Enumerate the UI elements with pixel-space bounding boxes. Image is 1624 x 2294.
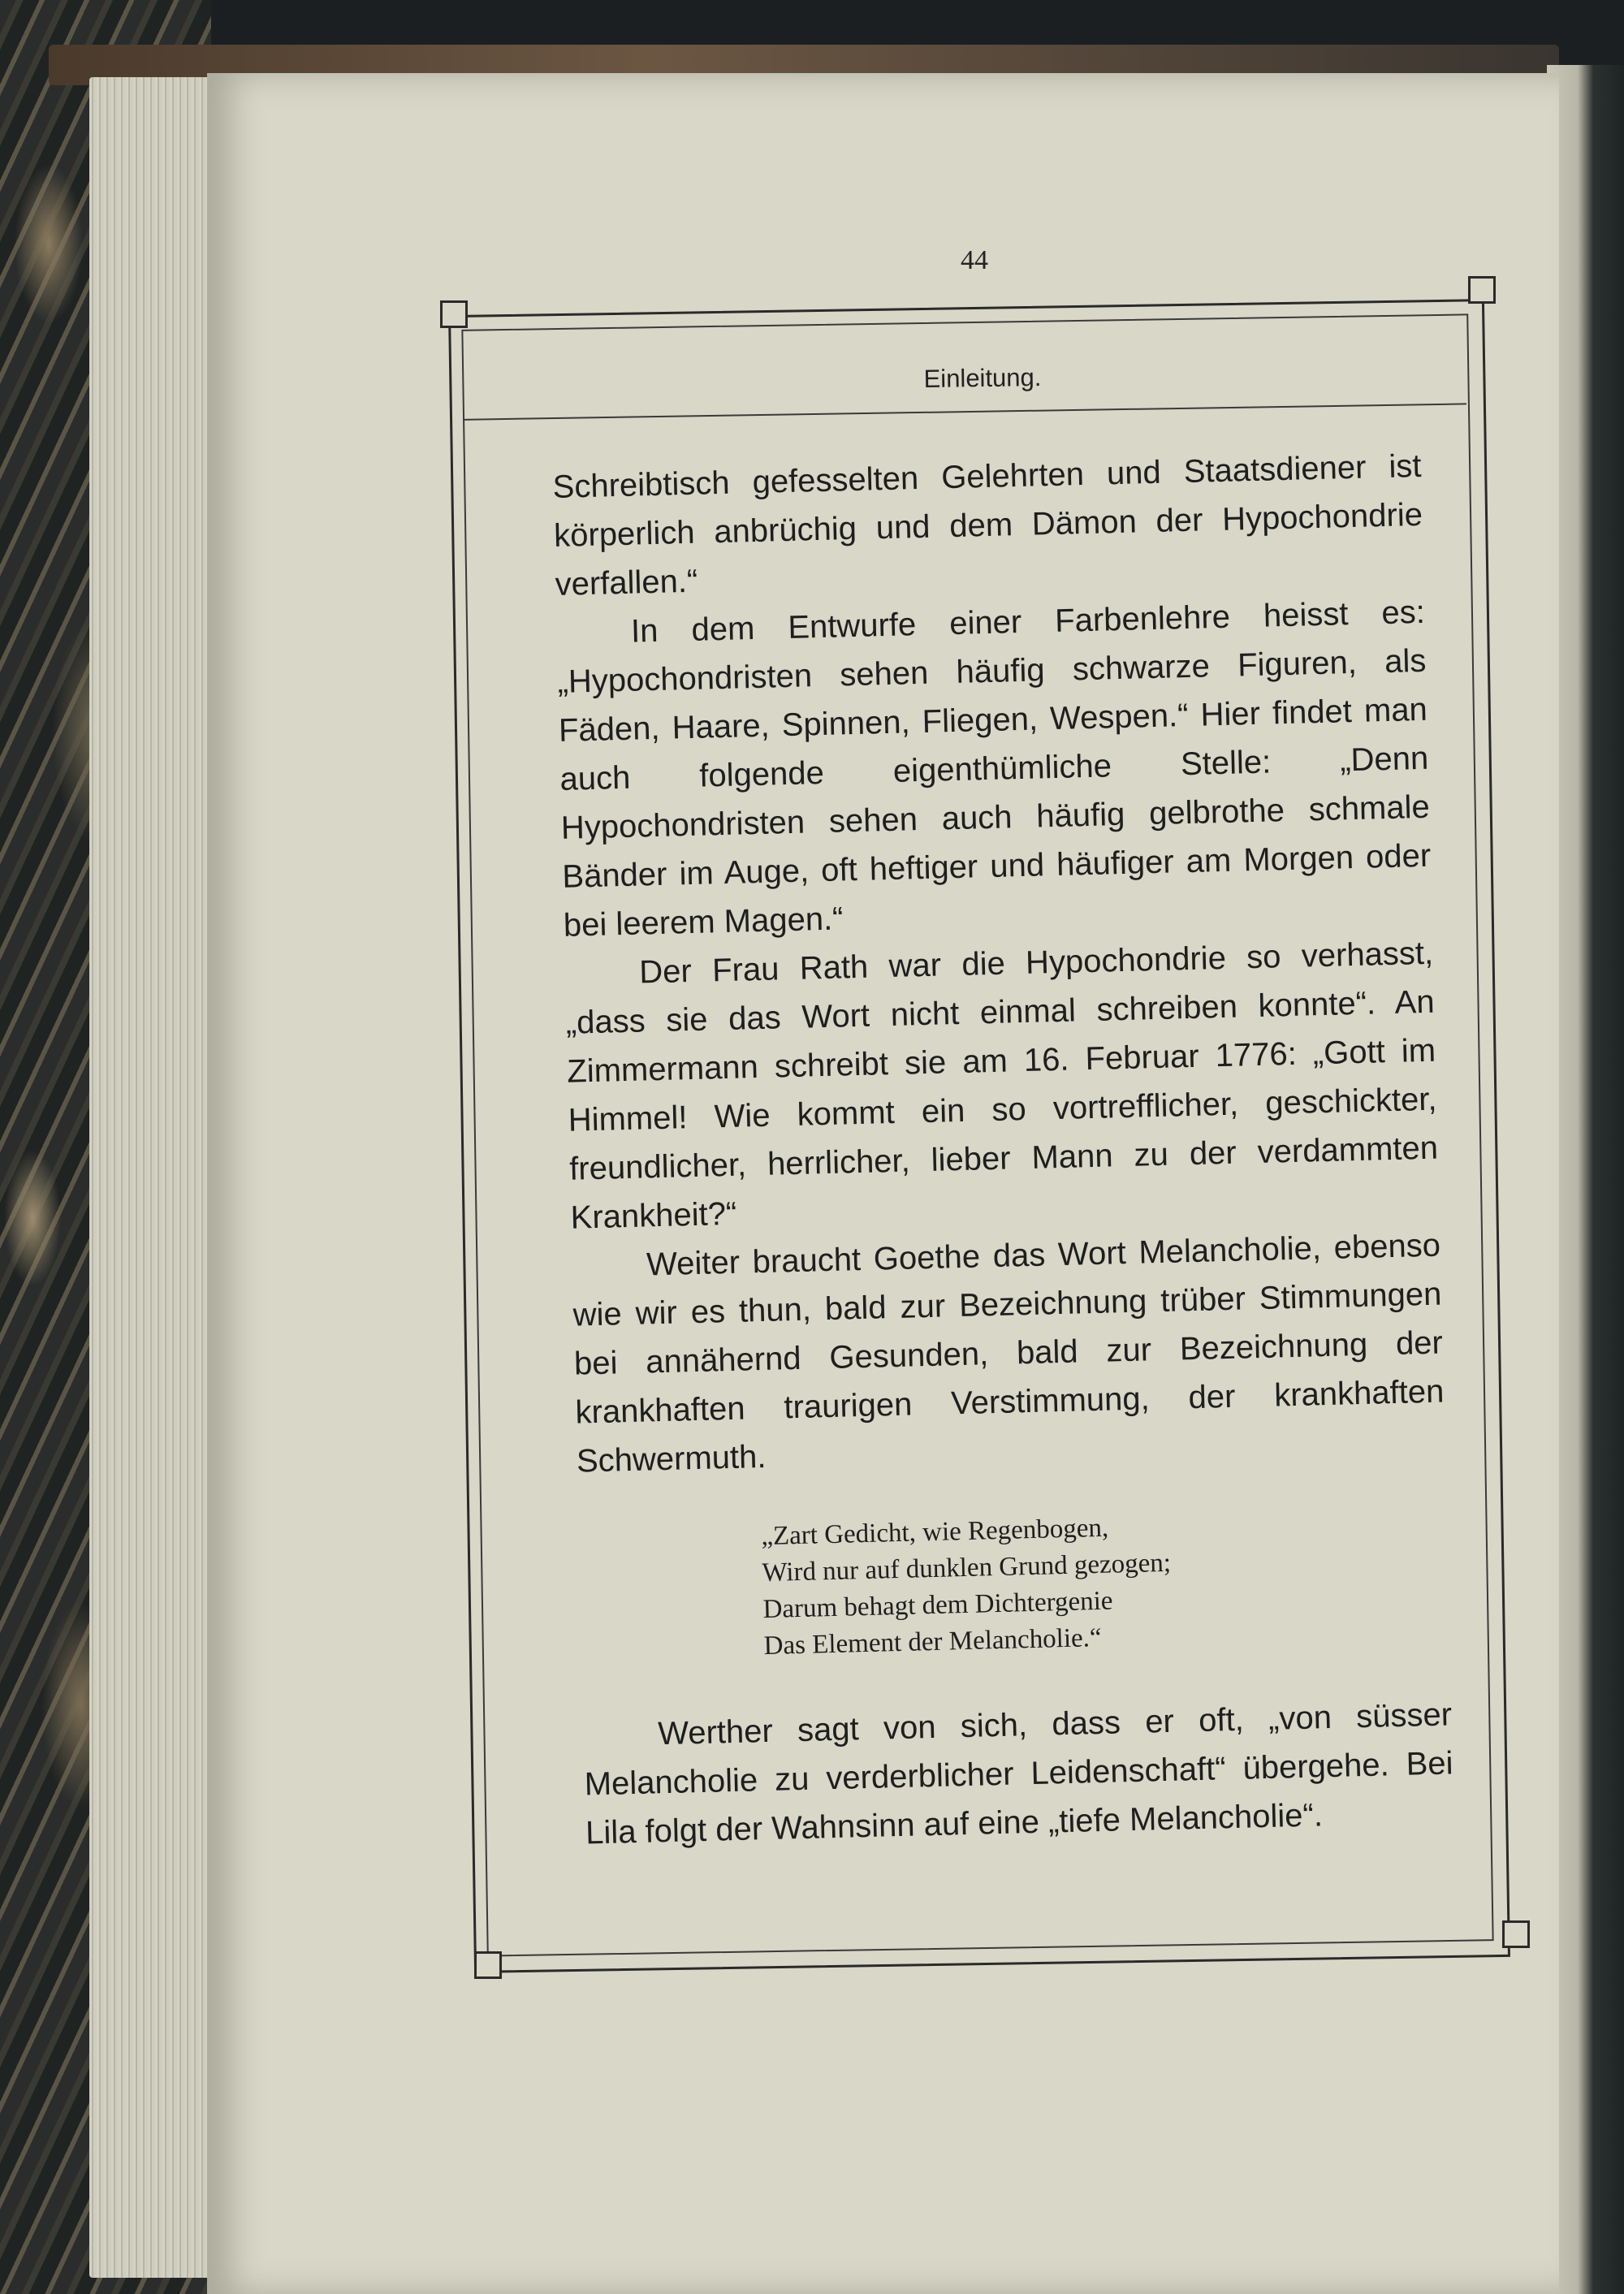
verse-quote [761,1501,1450,1665]
verse-line: Das Element der Melancholie.“ [763,1622,1102,1661]
page-number: 44 [961,245,988,275]
verse-line: „Zart Gedicht, wie Regenbogen, [760,1513,1109,1552]
frame-corner-bottom-right [1502,1920,1530,1948]
running-header: Einleitung. [923,362,1042,394]
paragraph: In dem Entwurfe einer Farbenlehre heisst es: „Hypochondristen sehen häufig schwarze Figuren, als Fäden, Haare, Spinnen, Fliegen, Wespen.“ Hier findet man auch folgende eigenthümliche Stelle: „Denn Hypochondristen sehen auch häufig gelbrothe schmale Bänder im Auge, oft heftiger und häufiger am Morgen oder bei leerem Magen.“ [557,594,1432,944]
frame-corner-top-right [1468,276,1496,304]
body-text [552,442,1455,1858]
verse-line: Wird nur auf dunklen Grund gezogen; [762,1548,1172,1588]
paragraph: Der Frau Rath war die Hypochondrie so verhasst, „dass sie das Wort nicht einmal schreiben konnte“. An Zimmermann schreibt sie am 16. Februar 1776: „Gott im Himmel! Wie kommt ein so vortrefflicher, geschickter, freundlicher, herrlicher, lieber Mann zu der verdammten Krankheit?“ [565,935,1439,1236]
paragraph: Schreibtisch gefesselten Gelehrten und Staatsdiener ist körperlich anbrüchig und dem Dämon der Hypochondrie verfallen.“ [552,447,1423,603]
frame-corner-bottom-left [474,1951,502,1979]
verse-line: Darum behagt dem Dichtergenie [762,1586,1113,1625]
paragraph: Weiter braucht Goethe das Wort Melancholie, ebenso wie wir es thun, bald zur Bezeichnung trüber Stimmungen bei annähernd Gesunden, bald zur Bezeichnung der krankhaften traurigen Verstimmung, der krankhaften Schwermuth. [572,1227,1445,1480]
paragraph: Werther sagt von sich, dass er oft, „von süsser Melancholie zu verderblicher Leidenschaft“ übergehe. Bei Lila folgt der Wahnsinn auf eine „tiefe Melancholie“. [584,1696,1453,1851]
frame-corner-top-left [440,300,468,328]
